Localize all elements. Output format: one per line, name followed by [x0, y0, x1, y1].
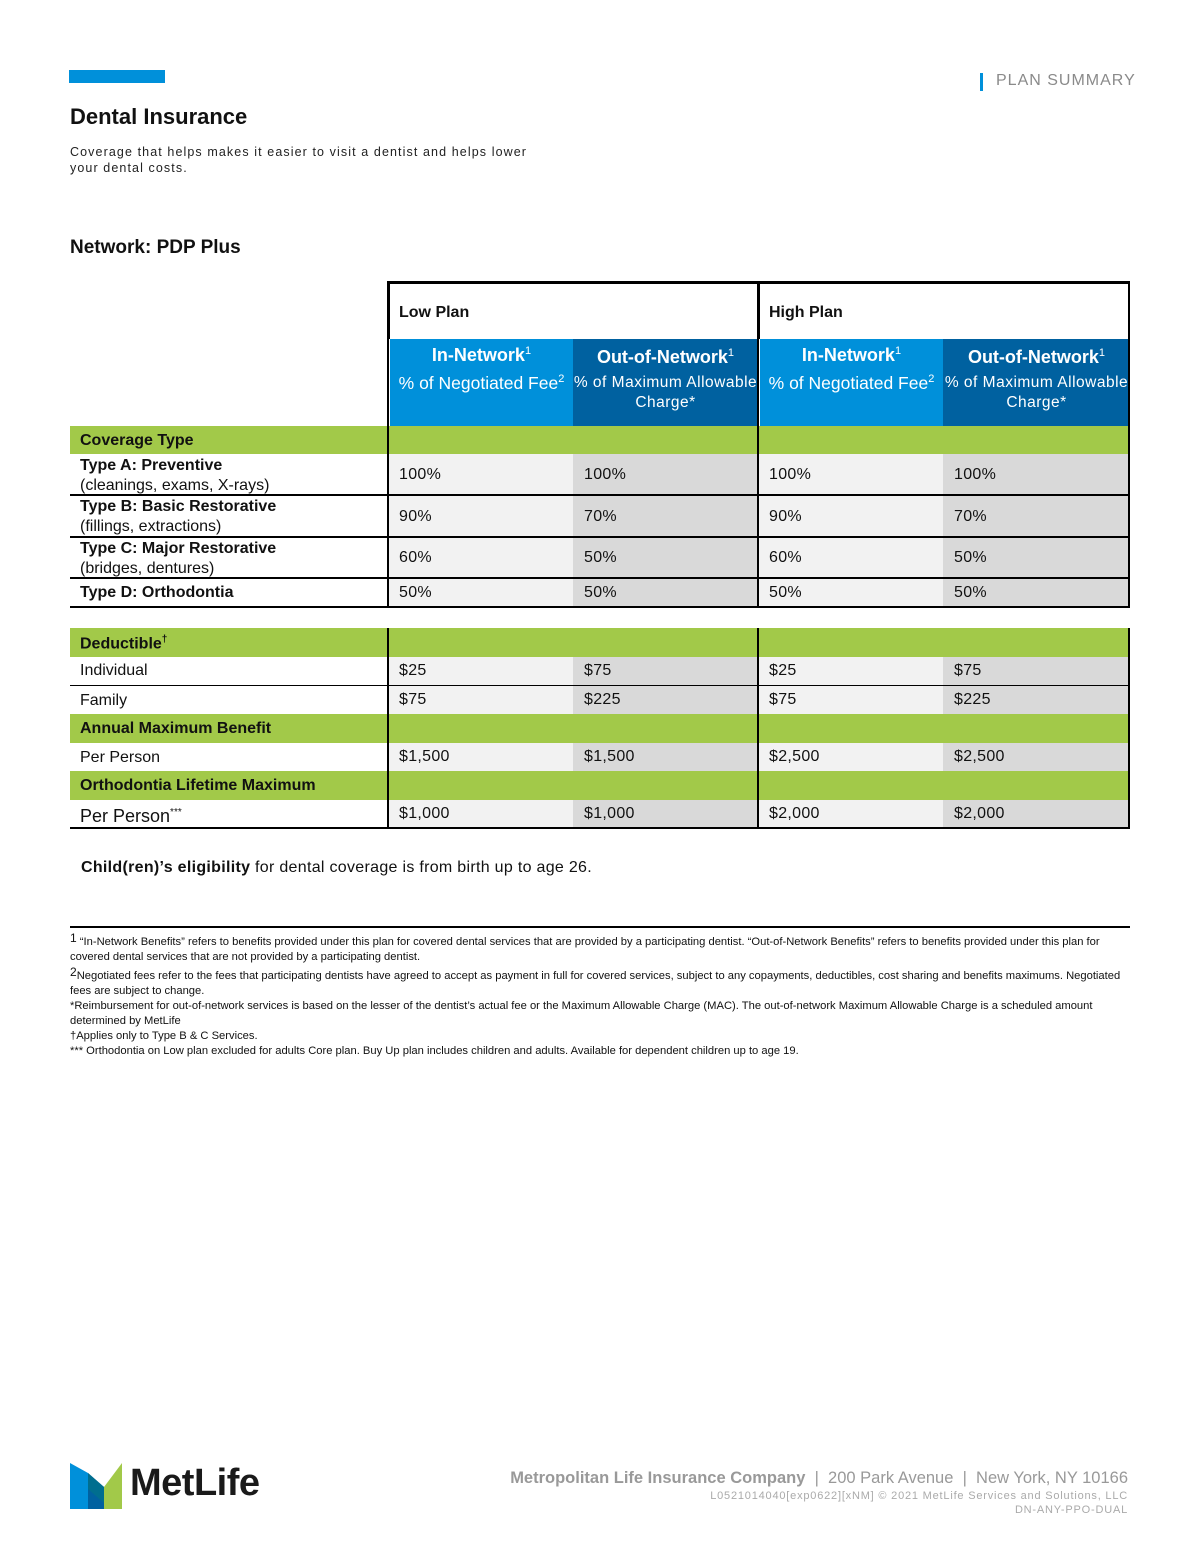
doc-form-code: DN-ANY-PPO-DUAL — [1014, 1504, 1128, 1516]
row-name: Individual — [80, 662, 148, 679]
page-title: Dental Insurance — [70, 104, 248, 129]
footnote-mark: 2 — [70, 965, 77, 979]
in-network-title: In-Network — [801, 345, 895, 365]
table-cell: $2,000 — [758, 800, 943, 828]
row-detail: (fillings, extractions) — [80, 518, 222, 535]
row-name: Type D: Orthodontia — [80, 584, 234, 601]
in-network-subtitle: % of Negotiated Fee — [768, 372, 929, 393]
high-out-network-header — [943, 339, 1130, 426]
metlife-logo-icon — [70, 1463, 122, 1509]
footnote-text: †Applies only to Type B & C Services. — [70, 1030, 258, 1042]
footnote-ref: 1 — [894, 345, 902, 357]
footnote-ref: † — [161, 634, 168, 645]
footnotes — [70, 931, 1132, 1059]
table-cell: $2,500 — [943, 743, 1130, 771]
low-plan-header — [388, 281, 758, 339]
metlife-logo-text: MetLife — [130, 1462, 260, 1504]
table-cell: 100% — [388, 454, 573, 495]
out-network-title: Out-of-Network — [596, 347, 728, 367]
footnote-ref: 2 — [928, 373, 935, 385]
table-border — [757, 628, 759, 829]
table-border — [387, 628, 389, 829]
table-row — [70, 538, 1130, 578]
table-bottom-border — [70, 827, 1130, 829]
table-cell: 50% — [943, 538, 1130, 578]
annual-max-label: Annual Maximum Benefit — [80, 720, 272, 737]
eligibility-bold: Child(ren)’s eligibility — [81, 859, 251, 876]
page-subtitle: Coverage that helps makes it easier to visit a dentist and helps lower your dental costs. — [70, 145, 528, 175]
footnote-text: *** Orthodontia on Low plan excluded for adults Core plan. Buy Up plan includes children and adults. Available for dependent children up to age 19. — [70, 1045, 799, 1057]
table-cell: $2,500 — [758, 743, 943, 771]
footnote-ref: 1 — [727, 347, 735, 359]
table-cell: 50% — [388, 579, 573, 607]
row-name: Family — [80, 692, 128, 709]
table-row — [70, 686, 1130, 714]
table-cell: 100% — [573, 454, 758, 495]
low-in-network-header — [390, 339, 573, 426]
table-border — [1128, 628, 1130, 829]
table-cell: $25 — [388, 657, 573, 685]
ortho-max-header — [70, 771, 1130, 800]
row-name: Type B: Basic Restorative — [80, 498, 277, 515]
table-cell: $1,500 — [573, 743, 758, 771]
doc-code: L0521014040[exp0622][xNM] © 2021 MetLife Services and Solutions, LLC — [710, 1490, 1128, 1502]
table-cell: 100% — [943, 454, 1130, 495]
table-row — [70, 657, 1130, 685]
plan-summary-tag: PLAN SUMMARY — [980, 72, 1136, 92]
table-cell: 70% — [573, 496, 758, 537]
annual-max-header — [70, 714, 1130, 743]
table-cell: 50% — [943, 579, 1130, 607]
table-cell: 100% — [758, 454, 943, 495]
table-border — [1128, 281, 1130, 608]
deductible-header — [70, 628, 1130, 657]
footnote-ref: *** — [170, 807, 182, 818]
in-network-subtitle: % of Negotiated Fee — [398, 372, 559, 393]
row-name: Type C: Major Restorative — [80, 540, 277, 557]
company-name: Metropolitan Life Insurance Company — [510, 1469, 806, 1487]
footnote-text: “In-Network Benefits” refers to benefits provided under this plan for covered dental services that are provided by a participating dentist. “Out-of-Network Benefits” refers to benefits provided under this plan for covered dental services that are not provided by a participating dentist. — [70, 936, 1100, 963]
table-row — [70, 454, 1130, 495]
deductible-label: Deductible — [80, 635, 162, 653]
table-cell: 90% — [758, 496, 943, 537]
footnote-text: Negotiated fees refer to the fees that participating dentists have agreed to accept as payment in full for covered services, subject to any copayments, deductibles, cost sharing and benefits maximums. Negotiated fees are subject to change. — [70, 970, 1121, 997]
out-network-title: Out-of-Network — [967, 347, 1099, 367]
table-cell: $25 — [758, 657, 943, 685]
ortho-max-label: Orthodontia Lifetime Maximum — [80, 777, 316, 794]
company-address: | 200 Park Avenue | New York, NY 10166 — [805, 1469, 1128, 1487]
table-border — [387, 281, 389, 608]
row-detail: (bridges, dentures) — [80, 560, 215, 577]
row-name: Per Person — [80, 806, 171, 826]
row-detail: (cleanings, exams, X-rays) — [80, 477, 270, 494]
table-cell: $225 — [573, 686, 758, 714]
footnote-ref: 1 — [1098, 347, 1106, 359]
row-name: Per Person — [80, 749, 161, 766]
low-out-network-header — [573, 339, 758, 426]
high-plan-label: High Plan — [769, 304, 843, 321]
coverage-type-label: Coverage Type — [80, 432, 194, 449]
table-cell: 50% — [573, 579, 758, 607]
table-cell: 60% — [758, 538, 943, 578]
table-cell: $75 — [573, 657, 758, 685]
table-cell: 50% — [573, 538, 758, 578]
table-cell: 90% — [388, 496, 573, 537]
coverage-type-header — [70, 426, 1130, 454]
table-cell: 70% — [943, 496, 1130, 537]
high-plan-header — [758, 281, 1130, 339]
table-cell: $75 — [943, 657, 1130, 685]
table-row — [70, 579, 1130, 607]
table-cell: $2,000 — [943, 800, 1130, 828]
table-cell: $1,000 — [388, 800, 573, 828]
row-divider — [70, 606, 1130, 608]
out-network-subtitle: % of Maximum Allowable Charge* — [573, 374, 758, 411]
table-cell: $75 — [758, 686, 943, 714]
row-name: Type A: Preventive — [80, 457, 223, 474]
table-cell: 50% — [758, 579, 943, 607]
accent-bar — [69, 70, 165, 83]
table-cell: $1,500 — [388, 743, 573, 771]
company-line — [510, 1469, 1128, 1488]
table-border — [757, 281, 759, 608]
table-cell: $225 — [943, 686, 1130, 714]
table-row — [70, 496, 1130, 537]
footnote-text: *Reimbursement for out-of-network services is based on the lesser of the dentist’s actual fee or the Maximum Allowable Charge (MAC). The out-of-network Maximum Allowable Charge is a scheduled amount determined by MetLife — [70, 1000, 1093, 1027]
table-cell: 60% — [388, 538, 573, 578]
table-row — [70, 743, 1130, 771]
footnote-ref: 1 — [524, 345, 532, 357]
eligibility-note — [81, 859, 592, 877]
out-network-subtitle: % of Maximum Allowable Charge* — [944, 374, 1129, 411]
high-in-network-header — [760, 339, 943, 426]
footnote-ref: 2 — [558, 373, 565, 385]
footnote-mark: 1 — [70, 931, 77, 945]
network-heading: Network: PDP Plus — [70, 237, 241, 258]
footnote-divider — [70, 926, 1130, 928]
table-cell: $1,000 — [573, 800, 758, 828]
eligibility-text: for dental coverage is from birth up to age 26. — [250, 859, 592, 876]
table-row — [70, 800, 1130, 828]
table-cell: $75 — [388, 686, 573, 714]
low-plan-label: Low Plan — [399, 304, 470, 321]
in-network-title: In-Network — [431, 345, 525, 365]
